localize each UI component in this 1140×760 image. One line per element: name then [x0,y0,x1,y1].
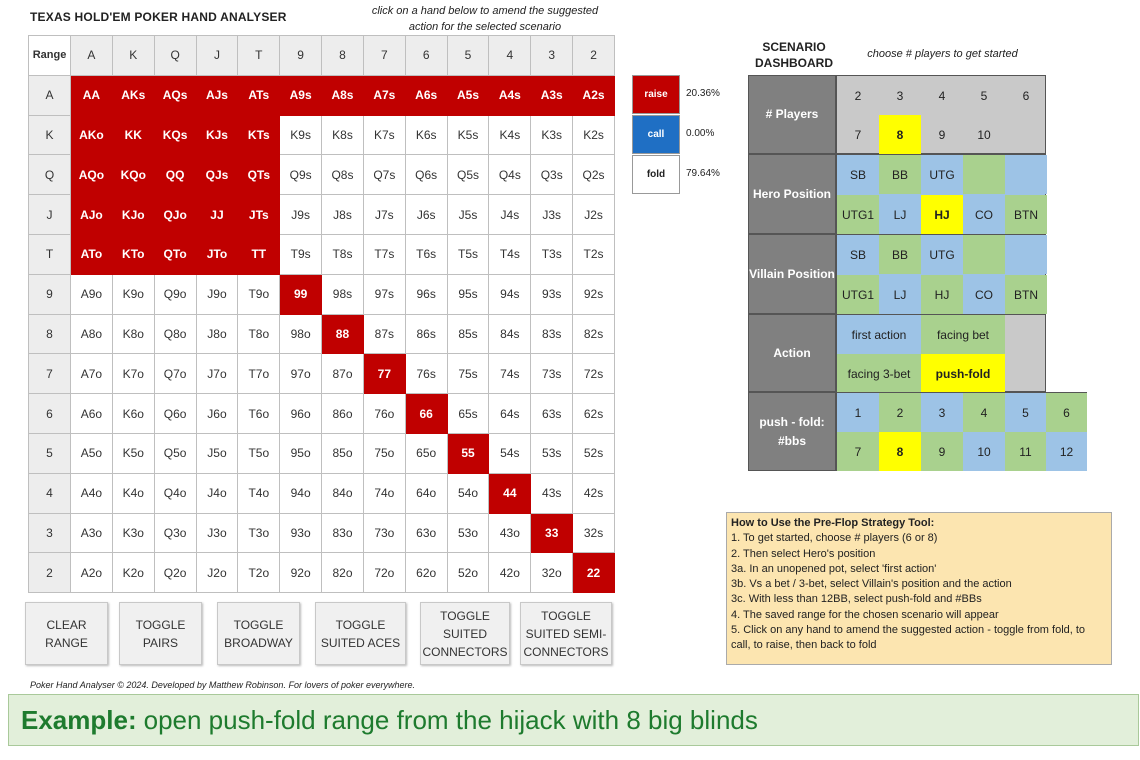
hand-cell[interactable]: J3s [531,195,573,235]
players-label: # Players [748,75,836,154]
hand-cell[interactable]: Q2o [154,553,196,593]
toggle-suited-connectors-button[interactable]: TOGGLE SUITED CONNECTORS [420,602,510,665]
row-rank-header: 7 [29,354,71,394]
hand-cell[interactable]: 93o [280,513,322,553]
hand-cell[interactable]: 97o [280,354,322,394]
hand-cell[interactable]: 52s [573,433,615,473]
column-rank-header: 4 [489,36,531,76]
players-options [836,75,1046,154]
call-swatch: call [632,115,680,154]
banner-prefix: Example: [21,704,137,735]
hand-cell[interactable]: J4s [489,195,531,235]
hand-cell[interactable]: 64o [405,473,447,513]
hand-cell[interactable]: 95s [447,274,489,314]
how-to-step: 4. The saved range for the chosen scenario will appear [731,608,999,621]
hand-grid [28,35,615,593]
hand-cell[interactable]: 85o [322,433,364,473]
grid-row [29,354,615,394]
hero-position-label: Hero Position [748,154,836,234]
hand-cell[interactable]: K2s [573,115,615,155]
hand-cell[interactable]: 83s [531,314,573,354]
dashboard-hint: choose # players to get started [867,48,1018,60]
hand-cell[interactable]: K3o [112,513,154,553]
hand-cell[interactable]: T5o [238,433,280,473]
villain-position-option[interactable]: CO [963,275,1005,314]
hand-cell[interactable]: 99 [280,274,322,314]
hand-cell[interactable]: J2s [573,195,615,235]
hand-cell[interactable]: Q8o [154,314,196,354]
how-to-title: How to Use the Pre-Flop Strategy Tool: [731,517,935,529]
hand-cell[interactable]: A7s [363,75,405,115]
players-option[interactable]: 3 [896,88,904,103]
hand-cell[interactable]: 32s [573,513,615,553]
grid-row [29,75,615,115]
hand-cell[interactable]: K5o [112,433,154,473]
row-rank-header: J [29,195,71,235]
row-rank-header: 3 [29,513,71,553]
column-rank-header: 5 [447,36,489,76]
hand-cell[interactable]: 87o [322,354,364,394]
hand-cell[interactable]: Q5o [154,433,196,473]
toggle-pairs-button[interactable]: TOGGLE PAIRS [119,602,202,665]
toggle-suited-semi-connectors-button[interactable]: TOGGLE SUITED SEMI- CONNECTORS [520,602,612,665]
hand-cell[interactable]: Q5s [447,155,489,195]
row-rank-header: K [29,115,71,155]
villain-position-option[interactable]: UTG1 [837,275,879,314]
hand-cell[interactable]: 32o [531,553,573,593]
hand-cell[interactable]: 76s [405,354,447,394]
bbs-option[interactable]: 6 [1046,393,1087,432]
hand-cell[interactable]: K7s [363,115,405,155]
grid-row [29,155,615,195]
hand-cell[interactable]: Q7s [363,155,405,195]
hero-position-options [836,154,1046,234]
hand-cell[interactable]: KK [112,115,154,155]
action-option[interactable]: first action [837,315,921,354]
hand-cell[interactable]: Q3s [531,155,573,195]
bbs-option[interactable]: 11 [1005,432,1046,471]
hand-cell[interactable]: 55 [447,433,489,473]
hand-cell[interactable]: 75s [447,354,489,394]
hand-cell[interactable]: 98o [280,314,322,354]
hand-cell[interactable]: T5s [447,234,489,274]
row-rank-header: Q [29,155,71,195]
hand-cell[interactable]: 82o [322,553,364,593]
hero-position-option[interactable]: HJ [921,195,963,234]
hand-cell[interactable]: 97s [363,274,405,314]
hand-cell[interactable]: 75o [363,433,405,473]
hand-cell[interactable]: KQo [112,155,154,195]
hero-position-option[interactable]: BTN [1005,195,1047,234]
bbs-option[interactable]: 4 [963,393,1005,432]
hand-cell[interactable]: Q4o [154,473,196,513]
column-rank-header: K [112,36,154,76]
hand-cell[interactable]: 74o [363,473,405,513]
villain-position-option[interactable]: HJ [921,275,963,314]
hand-cell[interactable]: K3s [531,115,573,155]
raise-percentage: 20.36% [686,88,720,99]
column-rank-header: A [71,36,113,76]
hand-cell[interactable]: T7o [238,354,280,394]
hand-cell[interactable]: K5s [447,115,489,155]
hand-cell[interactable]: A3s [531,75,573,115]
players-option[interactable]: 5 [980,88,988,103]
hand-cell[interactable]: K6s [405,115,447,155]
row-rank-header: 5 [29,433,71,473]
bbs-option[interactable]: 2 [879,393,921,432]
hand-cell[interactable]: 73o [363,513,405,553]
toggle-suited-aces-button[interactable]: TOGGLE SUITED ACES [315,602,406,665]
call-percentage: 0.00% [686,128,715,139]
column-rank-header: 7 [363,36,405,76]
range-corner-label: Range [29,36,71,76]
action-option[interactable]: push-fold [921,354,1005,393]
hand-cell[interactable]: Q3o [154,513,196,553]
villain-position-option[interactable]: BB [879,235,921,274]
how-to-step: 3a. In an unopened pot, select 'first action' [731,562,937,575]
hand-cell[interactable]: A6s [405,75,447,115]
hand-cell[interactable]: 96o [280,394,322,434]
hand-cell[interactable]: K9s [280,115,322,155]
hand-cell[interactable]: T8o [238,314,280,354]
hand-cell[interactable]: 44 [489,473,531,513]
hand-cell[interactable]: A2o [71,553,113,593]
hand-cell[interactable]: AJs [196,75,238,115]
hand-cell[interactable]: 73s [531,354,573,394]
hand-cell[interactable]: 62o [405,553,447,593]
hand-cell[interactable]: K9o [112,274,154,314]
hero-position-option[interactable]: BB [879,155,921,194]
hand-cell[interactable]: A5s [447,75,489,115]
hand-cell[interactable]: A4s [489,75,531,115]
hand-cell[interactable]: 53o [447,513,489,553]
grid-row [29,314,615,354]
hand-cell[interactable]: 53s [531,433,573,473]
action-option[interactable]: facing 3-bet [837,354,921,393]
example-banner [8,694,1139,746]
hand-cell[interactable]: KJs [196,115,238,155]
hand-cell[interactable]: 94o [280,473,322,513]
hand-cell[interactable]: JJ [196,195,238,235]
bbs-option[interactable]: 9 [921,432,963,471]
villain-position-option[interactable]: BTN [1005,275,1047,314]
row-rank-header: 8 [29,314,71,354]
hero-position-option[interactable]: UTG1 [837,195,879,234]
hand-cell[interactable]: T2o [238,553,280,593]
hand-cell[interactable]: TT [238,234,280,274]
push-fold-options [836,392,1087,471]
row-rank-header: 6 [29,394,71,434]
hand-cell[interactable]: 42s [573,473,615,513]
hand-cell[interactable]: QTs [238,155,280,195]
banner-text: open push-fold range from the hijack with 8 big blinds [143,704,758,735]
hand-cell[interactable]: A6o [71,394,113,434]
row-rank-header: 9 [29,274,71,314]
hand-cell[interactable]: 93s [531,274,573,314]
hand-cell[interactable]: T9s [280,234,322,274]
hand-cell[interactable]: 66 [405,394,447,434]
hero-position-blank [1005,155,1047,194]
hand-cell[interactable]: J8o [196,314,238,354]
hand-cell[interactable]: K8s [322,115,364,155]
hand-cell[interactable]: T7s [363,234,405,274]
hand-cell[interactable]: J7o [196,354,238,394]
hand-cell[interactable]: J6o [196,394,238,434]
hand-cell[interactable]: AKs [112,75,154,115]
how-to-step: 3b. Vs a bet / 3-bet, select Villain's position and the action [731,578,1012,591]
players-option[interactable]: 7 [854,127,862,142]
bbs-option[interactable]: 8 [879,432,921,471]
hand-cell[interactable]: QJo [154,195,196,235]
hand-cell[interactable]: AQo [71,155,113,195]
column-rank-header: Q [154,36,196,76]
hand-cell[interactable]: JTs [238,195,280,235]
villain-position-blank [963,235,1005,274]
action-options [836,314,1046,392]
grid-row [29,234,615,274]
row-rank-header: 4 [29,473,71,513]
grid-row [29,274,615,314]
grid-row [29,513,615,553]
hand-cell[interactable]: K8o [112,314,154,354]
bbs-option[interactable]: 5 [1005,393,1046,432]
raise-swatch: raise [632,75,680,114]
hand-cell[interactable]: J9o [196,274,238,314]
row-rank-header: 2 [29,553,71,593]
hand-cell[interactable]: 96s [405,274,447,314]
bbs-option[interactable]: 1 [837,393,879,432]
how-to-step: 2. Then select Hero's position [731,547,876,560]
hand-cell[interactable]: 65s [447,394,489,434]
hand-cell[interactable]: 88 [322,314,364,354]
hand-cell[interactable]: AQs [154,75,196,115]
hand-cell[interactable]: J9s [280,195,322,235]
hand-cell[interactable]: ATs [238,75,280,115]
hand-cell[interactable]: Q4s [489,155,531,195]
players-option[interactable]: 4 [938,88,946,103]
players-option[interactable]: 6 [1022,88,1030,103]
hand-cell[interactable]: QTo [154,234,196,274]
column-rank-header: 8 [322,36,364,76]
hand-cell[interactable]: 92s [573,274,615,314]
hand-cell[interactable]: K7o [112,354,154,394]
hand-cell[interactable]: Q9s [280,155,322,195]
hand-cell[interactable]: 63o [405,513,447,553]
hand-cell[interactable]: 74s [489,354,531,394]
column-rank-header: T [238,36,280,76]
column-rank-header: 6 [405,36,447,76]
hand-cell[interactable]: Q2s [573,155,615,195]
hand-cell[interactable]: KJo [112,195,154,235]
hand-cell[interactable]: 62s [573,394,615,434]
hand-cell[interactable]: 54o [447,473,489,513]
hand-cell[interactable]: T4s [489,234,531,274]
hand-cell[interactable]: T6o [238,394,280,434]
hand-cell[interactable]: 82s [573,314,615,354]
hand-cell[interactable]: A2s [573,75,615,115]
hand-cell[interactable]: A7o [71,354,113,394]
hand-cell[interactable]: T2s [573,234,615,274]
villain-position-option[interactable]: UTG [921,235,963,274]
players-option[interactable]: 9 [938,127,946,142]
hand-cell[interactable]: JTo [196,234,238,274]
hand-cell[interactable]: 43s [531,473,573,513]
hand-cell[interactable]: A3o [71,513,113,553]
hand-cell[interactable]: KQs [154,115,196,155]
hand-cell[interactable]: J8s [322,195,364,235]
hand-cell[interactable]: 76o [363,394,405,434]
hand-cell[interactable]: A4o [71,473,113,513]
row-rank-header: A [29,75,71,115]
hand-cell[interactable]: 86s [405,314,447,354]
hand-cell[interactable]: J4o [196,473,238,513]
hand-cell[interactable]: K6o [112,394,154,434]
app-title: TEXAS HOLD'EM POKER HAND ANALYSER [30,10,287,24]
hand-cell[interactable]: 72s [573,354,615,394]
villain-position-options [836,234,1046,314]
hand-cell[interactable]: 92o [280,553,322,593]
how-to-step: 5. Click on any hand to amend the suggested action - toggle from fold, to call, to raise, then back to fold [731,624,1086,652]
villain-position-option[interactable]: LJ [879,275,921,314]
column-rank-header: 3 [531,36,573,76]
hand-cell[interactable]: 33 [531,513,573,553]
villain-position-option[interactable]: SB [837,235,879,274]
how-to-step: 1. To get started, choose # players (6 or 8) [731,532,938,545]
hand-cell[interactable]: T4o [238,473,280,513]
players-option[interactable]: 8 [879,115,921,154]
fold-percentage: 79.64% [686,168,720,179]
hand-cell[interactable]: ATo [71,234,113,274]
hand-cell[interactable]: K4s [489,115,531,155]
hand-cell[interactable]: 42o [489,553,531,593]
row-rank-header: T [29,234,71,274]
hand-cell[interactable]: 54s [489,433,531,473]
hand-cell[interactable]: T9o [238,274,280,314]
hand-cell[interactable]: T3o [238,513,280,553]
hand-cell[interactable]: Q6s [405,155,447,195]
hand-cell[interactable]: KTs [238,115,280,155]
hero-position-option[interactable]: LJ [879,195,921,234]
hand-cell[interactable]: K4o [112,473,154,513]
hand-cell[interactable]: A9s [280,75,322,115]
grid-row [29,473,615,513]
hand-cell[interactable]: K2o [112,553,154,593]
hero-position-option[interactable]: CO [963,195,1005,234]
grid-row [29,553,615,593]
column-rank-header: 2 [573,36,615,76]
grid-row [29,115,615,155]
toggle-broadway-button[interactable]: TOGGLE BROADWAY [217,602,300,665]
clear-range-button[interactable]: CLEAR RANGE [25,602,108,665]
hand-cell[interactable]: Q8s [322,155,364,195]
bbs-option[interactable]: 12 [1046,432,1087,471]
action-label: Action [748,314,836,392]
players-option[interactable]: 2 [854,88,862,103]
hand-cell[interactable]: 63s [531,394,573,434]
hand-cell[interactable]: A5o [71,433,113,473]
hand-cell[interactable]: 94s [489,274,531,314]
hand-cell[interactable]: 84s [489,314,531,354]
bbs-option[interactable]: 10 [963,432,1005,471]
villain-position-label: Villain Position [748,234,836,314]
push-fold-label: push - fold: #bbs [748,392,836,471]
hand-cell[interactable]: 98s [322,274,364,314]
hand-cell[interactable]: A8s [322,75,364,115]
bbs-option[interactable]: 3 [921,393,963,432]
column-rank-header: J [196,36,238,76]
hand-cell[interactable]: J5s [447,195,489,235]
hand-cell[interactable]: 84o [322,473,364,513]
hand-cell[interactable]: 43o [489,513,531,553]
hand-cell[interactable]: Q6o [154,394,196,434]
hero-position-option[interactable]: SB [837,155,879,194]
dashboard-title: SCENARIO DASHBOARD [755,40,833,70]
hand-cell[interactable]: KTo [112,234,154,274]
action-option[interactable]: facing bet [921,315,1005,354]
hand-cell[interactable]: 64s [489,394,531,434]
hand-cell[interactable]: QJs [196,155,238,195]
how-to-step: 3c. With less than 12BB, select push-fold and #BBs [731,593,982,606]
hand-cell[interactable]: 85s [447,314,489,354]
grid-hint: click on a hand below to amend the suggested action for the selected scenario [371,5,599,33]
hand-cell[interactable]: 95o [280,433,322,473]
column-rank-header: 9 [280,36,322,76]
hand-cell[interactable]: QQ [154,155,196,195]
hand-cell[interactable]: J3o [196,513,238,553]
hand-cell[interactable]: T8s [322,234,364,274]
hand-cell[interactable]: J5o [196,433,238,473]
hand-cell[interactable]: 52o [447,553,489,593]
hand-cell[interactable]: 87s [363,314,405,354]
hand-cell[interactable]: AKo [71,115,113,155]
hand-cell[interactable]: 77 [363,354,405,394]
hand-cell[interactable]: 83o [322,513,364,553]
hero-position-blank [963,155,1005,194]
footer-credit: Poker Hand Analyser © 2024. Developed by Matthew Robinson. For lovers of poker everywhere. [30,680,415,690]
hand-cell[interactable]: J2o [196,553,238,593]
hand-cell[interactable]: J7s [363,195,405,235]
bbs-option[interactable]: 7 [837,432,879,471]
grid-row [29,195,615,235]
hand-cell[interactable]: A9o [71,274,113,314]
fold-swatch: fold [632,155,680,194]
hand-cell[interactable]: Q7o [154,354,196,394]
villain-position-blank [1005,235,1047,274]
grid-row [29,433,615,473]
hand-cell[interactable]: Q9o [154,274,196,314]
hand-cell[interactable]: T6s [405,234,447,274]
hand-cell[interactable]: 22 [573,553,615,593]
hero-position-option[interactable]: UTG [921,155,963,194]
hand-cell[interactable]: 65o [405,433,447,473]
hand-cell[interactable]: T3s [531,234,573,274]
players-option[interactable]: 10 [977,127,991,142]
how-to-panel [726,512,1112,665]
hand-cell[interactable]: 86o [322,394,364,434]
hand-cell[interactable]: 72o [363,553,405,593]
hand-cell[interactable]: J6s [405,195,447,235]
hand-cell[interactable]: AA [71,75,113,115]
grid-row [29,394,615,434]
hand-cell[interactable]: A8o [71,314,113,354]
hand-cell[interactable]: AJo [71,195,113,235]
